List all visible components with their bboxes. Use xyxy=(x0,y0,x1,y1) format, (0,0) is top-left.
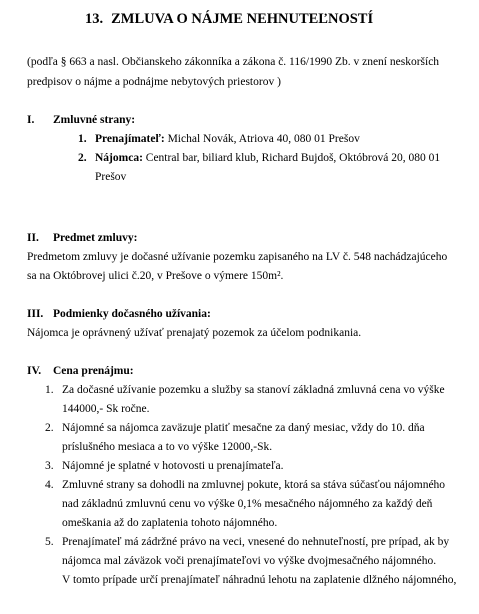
party-item-continuation: Prešov xyxy=(95,171,127,183)
section-1-number: I. xyxy=(27,114,35,126)
price-item-number: 5. xyxy=(45,536,54,548)
document-title xyxy=(85,12,373,27)
price-item-line: nájomca mal záväzok voči prenajímateľovi vo výške dvojmesačného nájomného. xyxy=(62,555,437,567)
price-item-line: Za dočasné užívanie pozemku a služby sa stanoví základná zmluvná cena vo výške xyxy=(62,384,445,396)
price-item xyxy=(45,480,445,492)
intro-line-1: (podľa § 663 a nasl. Občianskeho zákonníka a zákona č. 116/1990 Zb. v znení neskorších xyxy=(27,56,440,68)
party-item-number: 2. xyxy=(78,152,87,164)
price-item-line: Zmluvné strany sa dohodli na zmluvnej pokute, ktorá sa stáva súčasťou nájomného xyxy=(62,479,446,491)
price-item xyxy=(45,423,425,435)
price-item-line: 144000,- Sk ročne. xyxy=(62,403,150,415)
party-item-text: Central bar, biliard klub, Richard Bujdoš, Októbrová 20, 080 01 xyxy=(142,152,441,164)
section-2-heading xyxy=(27,233,137,245)
price-item-number: 3. xyxy=(45,460,54,472)
price-item xyxy=(45,385,445,397)
section-3-number: III. xyxy=(27,308,44,320)
section-1-heading xyxy=(27,115,135,127)
section-4-heading xyxy=(27,366,134,378)
section-4-number: IV. xyxy=(27,365,42,377)
price-item-line: Nájomné je splatné v hotovosti u prenajímateľa. xyxy=(62,460,284,472)
party-item xyxy=(78,134,360,146)
title-number: 13. xyxy=(85,11,104,27)
party-item xyxy=(78,153,440,165)
price-item-line: Nájomné sa nájomca zaväzuje platiť mesačne za daný mesiac, vždy do 10. dňa xyxy=(62,422,425,434)
section-3-heading xyxy=(27,309,211,321)
intro-line-2: predpisov o nájme a podnájme nebytových priestorov ) xyxy=(27,76,281,88)
party-item-text: Michal Novák, Atriova 40, 080 01 Prešov xyxy=(164,133,360,145)
section-2-text-line: sa na Októbrovej ulici č.20, v Prešove o výmere 150m². xyxy=(27,270,284,282)
price-item-line: V tomto prípade určí prenajímateľ náhradnú lehotu na zaplatenie dlžného nájomného, xyxy=(62,574,457,586)
price-item-line: Prenajímateľ má zádržné právo na veci, vnesené do nehnuteľností, pre prípad, ak by xyxy=(62,536,450,548)
section-4-title: Cena prenájmu: xyxy=(53,365,134,377)
section-2-title: Predmet zmluvy: xyxy=(53,232,138,244)
price-item-line: nad základnú zmluvnú cenu vo výške 0,1% mesačného nájomného za každý deň xyxy=(62,498,433,510)
price-item xyxy=(45,461,284,473)
price-item-line: omeškania až do zaplatenia tohoto nájomného. xyxy=(62,517,278,529)
price-item-number: 4. xyxy=(45,479,54,491)
party-item-number: 1. xyxy=(78,133,87,145)
price-item xyxy=(45,537,449,549)
section-2-number: II. xyxy=(27,232,39,244)
party-item-label: Nájomca: xyxy=(95,152,143,164)
price-item-number: 1. xyxy=(45,384,54,396)
price-item-line: príslušného mesiaca a to vo výške 12000,-Sk. xyxy=(62,441,273,453)
section-3-title: Podmienky dočasného užívania: xyxy=(53,308,211,320)
section-1-title: Zmluvné strany: xyxy=(53,114,136,126)
section-2-text-line: Predmetom zmluvy je dočasné užívanie pozemku zapisaného na LV č. 548 nachádzajúceho xyxy=(27,251,448,263)
title-text: ZMLUVA O NÁJME NEHNUTEĽNOSTÍ xyxy=(111,11,374,27)
party-item-label: Prenajímateľ: xyxy=(95,133,165,145)
section-3-text-line: Nájomca je oprávnený užívať prenajatý pozemok za účelom podnikania. xyxy=(27,327,362,339)
price-item-number: 2. xyxy=(45,422,54,434)
